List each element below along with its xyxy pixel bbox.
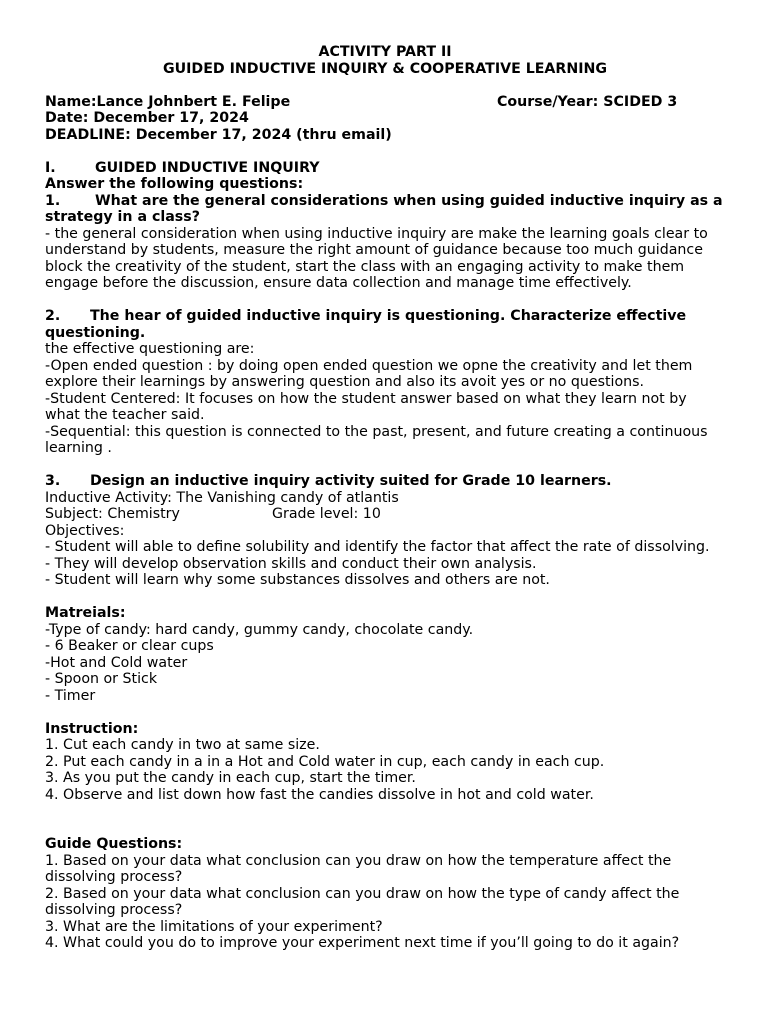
instruction-item: 2. Put each candy in a in a Hot and Cold water in cup, each candy in each cup. — [45, 753, 605, 770]
course-year: Course/Year: SCIDED 3 — [497, 93, 678, 110]
guide-item: 4. What could you do to improve your experiment next time if you’ll going to do it again? — [45, 935, 680, 951]
question-3 — [45, 473, 725, 490]
instruction-item: 1. Cut each candy in two at same size. — [45, 737, 320, 753]
title-line-2: GUIDED INDUCTIVE INQUIRY & COOPERATIVE LEARNING — [162, 60, 608, 77]
q3-text: Design an inductive inquiry activity suited for Grade 10 learners. — [90, 473, 612, 489]
guide-item: 1. Based on your data what conclusion can you draw on how the temperature affect the dissolving process? — [45, 852, 672, 885]
question-2 — [45, 308, 725, 341]
q1-number: 1. — [45, 192, 61, 209]
section-instruction: Answer the following questions: — [45, 176, 304, 192]
guide-item: 3. What are the limitations of your experiment? — [45, 918, 383, 935]
instruction-item: 4. Observe and list down how fast the candies dissolve in hot and cold water. — [45, 786, 594, 803]
subject-row — [45, 506, 725, 523]
q2-intro: the effective questioning are: — [45, 341, 255, 357]
objective-item: - Student will learn why some substances dissolves and others are not. — [45, 572, 550, 588]
objectives-label: Objectives: — [45, 522, 125, 539]
activity-title: Inductive Activity: The Vanishing candy of atlantis — [45, 489, 399, 506]
material-item: - Timer — [45, 687, 96, 704]
material-item: -Hot and Cold water — [45, 654, 188, 671]
student-name: Name:Lance Johnbert E. Felipe — [45, 93, 291, 110]
objective-item: - They will develop observation skills and conduct their own analysis. — [45, 555, 537, 572]
section-numeral: I. — [45, 159, 56, 176]
q2-number: 2. — [45, 308, 61, 324]
subject: Subject: Chemistry — [45, 506, 180, 522]
question-1 — [45, 193, 725, 226]
deadline-line: DEADLINE: December 17, 2024 (thru email) — [45, 126, 392, 143]
section-heading — [45, 160, 725, 177]
instruction-label: Instruction: — [45, 720, 139, 737]
material-item: - 6 Beaker or clear cups — [45, 638, 214, 654]
instruction-item: 3. As you put the candy in each cup, start the timer. — [45, 770, 416, 786]
objective-item: - Student will able to define solubility and identify the factor that affect the rate of dissolving. — [45, 539, 710, 555]
q2-text: The hear of guided inductive inquiry is questioning. Characterize effective questioning. — [45, 308, 687, 341]
materials-label: Matreials: — [45, 605, 126, 621]
title-line-1: ACTIVITY PART II — [318, 44, 452, 60]
document-page — [45, 44, 725, 952]
name-row — [45, 94, 725, 111]
q1-answer: - the general consideration when using inductive inquiry are make the learning goals clear to understand by students, measure the right amount of guidance because too much guidance block the creativity of the student, start the class with an engaging activity to make them engage before the discussion, ensure data collection and manage time effectively. — [45, 225, 708, 291]
grade-level: Grade level: 10 — [272, 506, 381, 522]
section-title: GUIDED INDUCTIVE INQUIRY — [95, 159, 320, 176]
q3-number: 3. — [45, 473, 61, 489]
date-line: Date: December 17, 2024 — [45, 110, 249, 126]
q2-point: -Student Centered: It focuses on how the student answer based on what they learn not by what the teacher said. — [45, 390, 687, 423]
guide-label: Guide Questions: — [45, 836, 183, 852]
q1-text: What are the general considerations when using guided inductive inquiry as a strategy in a class? — [45, 192, 723, 225]
guide-item: 2. Based on your data what conclusion can you draw on how the type of candy affect the dissolving process? — [45, 885, 680, 918]
q2-point: -Sequential: this question is connected to the past, present, and future creating a continuous learning . — [45, 423, 708, 456]
material-item: - Spoon or Stick — [45, 671, 158, 687]
material-item: -Type of candy: hard candy, gummy candy, chocolate candy. — [45, 621, 474, 638]
q2-point: -Open ended question : by doing open ended question we opne the creativity and let them explore their learnings by answering question and also its avoit yes or no questions. — [45, 357, 693, 390]
